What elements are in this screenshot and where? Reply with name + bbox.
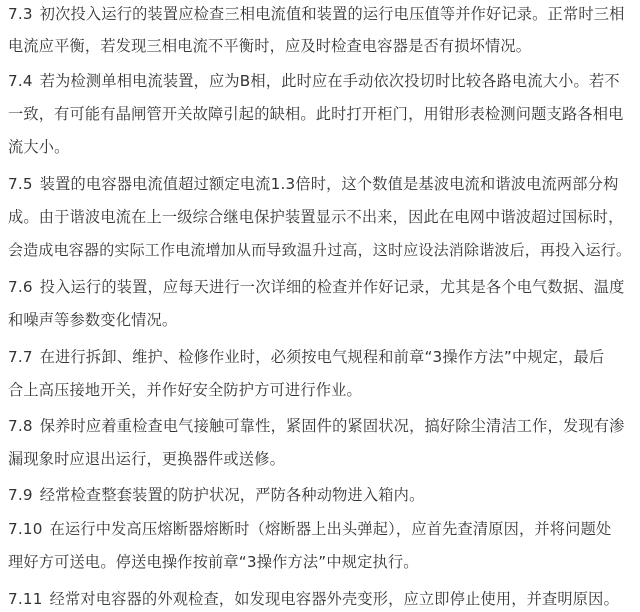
section-text: 经常检查整套装置的防护状况，严防各种动物进入箱内。 <box>39 486 425 504</box>
section-7-9-line-1 <box>8 485 424 505</box>
section-7-10-line-1 <box>8 519 611 539</box>
section-7-7-line-1 <box>8 347 604 367</box>
section-7-5-line-3: 会造成电容器的实际工作电流增加从而导致温升过高，这时应设法消除谐波后，再投入运行。 <box>8 241 632 259</box>
section-number: 7.6 <box>8 278 33 296</box>
section-7-4-line-1 <box>8 71 620 91</box>
section-number: 7.3 <box>8 5 33 23</box>
section-7-4-line-2: 一致，有可能有晶闸管开关故障引起的缺相。此时打开柜门，用钳形表检测问题支路各相电 <box>8 105 624 123</box>
section-number: 7.10 <box>8 520 43 538</box>
section-7-10-line-2: 理好方可送电。停送电操作按前章“3操作方法”中规定执行。 <box>8 553 419 571</box>
section-7-8-line-2: 漏现象时应退出运行，更换器件或送修。 <box>8 450 285 468</box>
section-7-5-line-2: 成。由于谐波电流在上一级综合继电保护装置显示不出来，因此在电网中谐波超过国标时， <box>8 208 624 226</box>
section-text: 初次投入运行的装置应检查三相电流值和装置的运行电压值等并作好记录。正常时三相 <box>39 5 625 23</box>
section-7-11-line-1 <box>8 589 619 609</box>
section-number: 7.4 <box>8 72 33 90</box>
section-text: 装置的电容器电流值超过额定电流1.3倍时，这个数值是基波电流和谐波电流两部分构 <box>39 175 619 193</box>
section-7-6-line-1 <box>8 277 625 297</box>
section-number: 7.5 <box>8 175 33 193</box>
section-7-4-line-3: 流大小。 <box>8 138 70 156</box>
section-text: 投入运行的装置，应每天进行一次详细的检查并作好记录，尤其是各个电气数据、温度 <box>39 278 625 296</box>
section-number: 7.7 <box>8 348 33 366</box>
section-number: 7.11 <box>8 590 43 608</box>
section-text: 在运行中发高压熔断器熔断时（熔断器上出头弹起），应首先查清原因，并将问题处 <box>49 520 612 538</box>
section-7-6-line-2: 和噪声等参数变化情况。 <box>8 311 178 329</box>
section-number: 7.8 <box>8 417 33 435</box>
section-text: 经常对电容器的外观检查，如发现电容器外壳变形，应立即停止使用，并查明原因。 <box>49 590 619 608</box>
section-text: 在进行拆卸、维护、检修作业时，必须按电气规程和前章“3操作方法”中规定，最后 <box>39 348 605 366</box>
section-7-8-line-1 <box>8 416 625 436</box>
section-7-5-line-1 <box>8 174 618 194</box>
section-text: 保养时应着重检查电气接触可靠性，紧固件的紧固状况，搞好除尘清洁工作，发现有渗 <box>39 417 625 435</box>
section-number: 7.9 <box>8 486 33 504</box>
section-7-3-line-1 <box>8 4 625 24</box>
section-text: 若为检测单相电流装置，应为B相，此时应在手动依次投切时比较各路电流大小。若不 <box>39 72 620 90</box>
section-7-3-line-2: 电流应平衡，若发现三相电流不平衡时，应及时检查电容器是否有损坏情况。 <box>8 37 532 55</box>
section-7-7-line-2: 合上高压接地开关，并作好安全防护方可进行作业。 <box>8 381 362 399</box>
